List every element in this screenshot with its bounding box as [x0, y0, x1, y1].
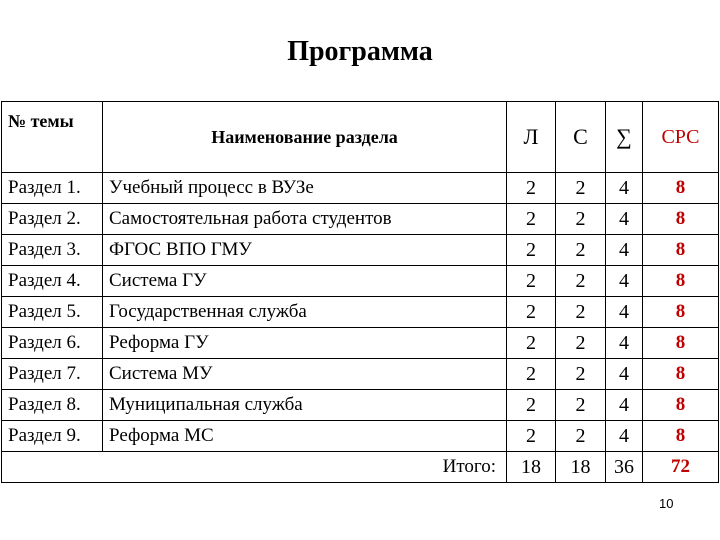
total-row: [2, 452, 719, 483]
row-section: Раздел 4.: [2, 266, 103, 297]
table-header-row: [2, 102, 719, 173]
row-sum: 4: [606, 328, 643, 359]
row-sum: 4: [606, 359, 643, 390]
header-crc: СРС: [643, 102, 719, 173]
row-name: Система ГУ: [103, 266, 507, 297]
row-s: 2: [556, 235, 606, 266]
page-title: Программа: [287, 36, 433, 67]
row-crc: 8: [643, 235, 719, 266]
total-sum: 36: [606, 452, 643, 483]
table-row: [2, 266, 719, 297]
row-l: 2: [507, 235, 556, 266]
row-s: 2: [556, 173, 606, 204]
total-s: 18: [556, 452, 606, 483]
table-row: [2, 390, 719, 421]
row-crc: 8: [643, 297, 719, 328]
table-row: [2, 173, 719, 204]
row-name: ФГОС ВПО ГМУ: [103, 235, 507, 266]
row-crc: 8: [643, 173, 719, 204]
row-section: Раздел 5.: [2, 297, 103, 328]
row-l: 2: [507, 297, 556, 328]
row-name: Государственная служба: [103, 297, 507, 328]
row-section: Раздел 6.: [2, 328, 103, 359]
row-sum: 4: [606, 266, 643, 297]
row-l: 2: [507, 266, 556, 297]
row-crc: 8: [643, 359, 719, 390]
header-num: № темы: [2, 102, 103, 173]
row-name: Реформа ГУ: [103, 328, 507, 359]
row-section: Раздел 3.: [2, 235, 103, 266]
row-name: Реформа МС: [103, 421, 507, 452]
total-label: Итого:: [103, 452, 507, 483]
row-l: 2: [507, 328, 556, 359]
row-s: 2: [556, 390, 606, 421]
row-name: Учебный процесс в ВУЗе: [103, 173, 507, 204]
header-name: Наименование раздела: [103, 102, 507, 173]
row-sum: 4: [606, 235, 643, 266]
row-name: Муниципальная служба: [103, 390, 507, 421]
row-section: Раздел 2.: [2, 204, 103, 235]
page-number: 10: [659, 496, 674, 511]
row-crc: 8: [643, 328, 719, 359]
table-row: [2, 421, 719, 452]
row-crc: 8: [643, 390, 719, 421]
row-l: 2: [507, 390, 556, 421]
header-l: Л: [507, 102, 556, 173]
row-sum: 4: [606, 421, 643, 452]
row-section: Раздел 7.: [2, 359, 103, 390]
row-s: 2: [556, 204, 606, 235]
row-sum: 4: [606, 297, 643, 328]
row-s: 2: [556, 421, 606, 452]
header-s: С: [556, 102, 606, 173]
row-name: Система МУ: [103, 359, 507, 390]
total-l: 18: [507, 452, 556, 483]
total-crc: 72: [643, 452, 719, 483]
row-section: Раздел 1.: [2, 173, 103, 204]
row-l: 2: [507, 204, 556, 235]
row-crc: 8: [643, 266, 719, 297]
row-sum: 4: [606, 390, 643, 421]
row-s: 2: [556, 359, 606, 390]
header-sum: ∑: [606, 102, 643, 173]
row-section: Раздел 8.: [2, 390, 103, 421]
program-table: [1, 101, 719, 483]
row-s: 2: [556, 328, 606, 359]
row-name: Самостоятельная работа студентов: [103, 204, 507, 235]
row-l: 2: [507, 421, 556, 452]
row-s: 2: [556, 266, 606, 297]
row-section: Раздел 9.: [2, 421, 103, 452]
table-row: [2, 328, 719, 359]
row-s: 2: [556, 297, 606, 328]
table-row: [2, 235, 719, 266]
row-crc: 8: [643, 204, 719, 235]
table-row: [2, 204, 719, 235]
table-row: [2, 359, 719, 390]
row-crc: 8: [643, 421, 719, 452]
row-l: 2: [507, 173, 556, 204]
row-l: 2: [507, 359, 556, 390]
row-sum: 4: [606, 173, 643, 204]
row-sum: 4: [606, 204, 643, 235]
table-row: [2, 297, 719, 328]
total-empty-cell: [2, 452, 103, 483]
